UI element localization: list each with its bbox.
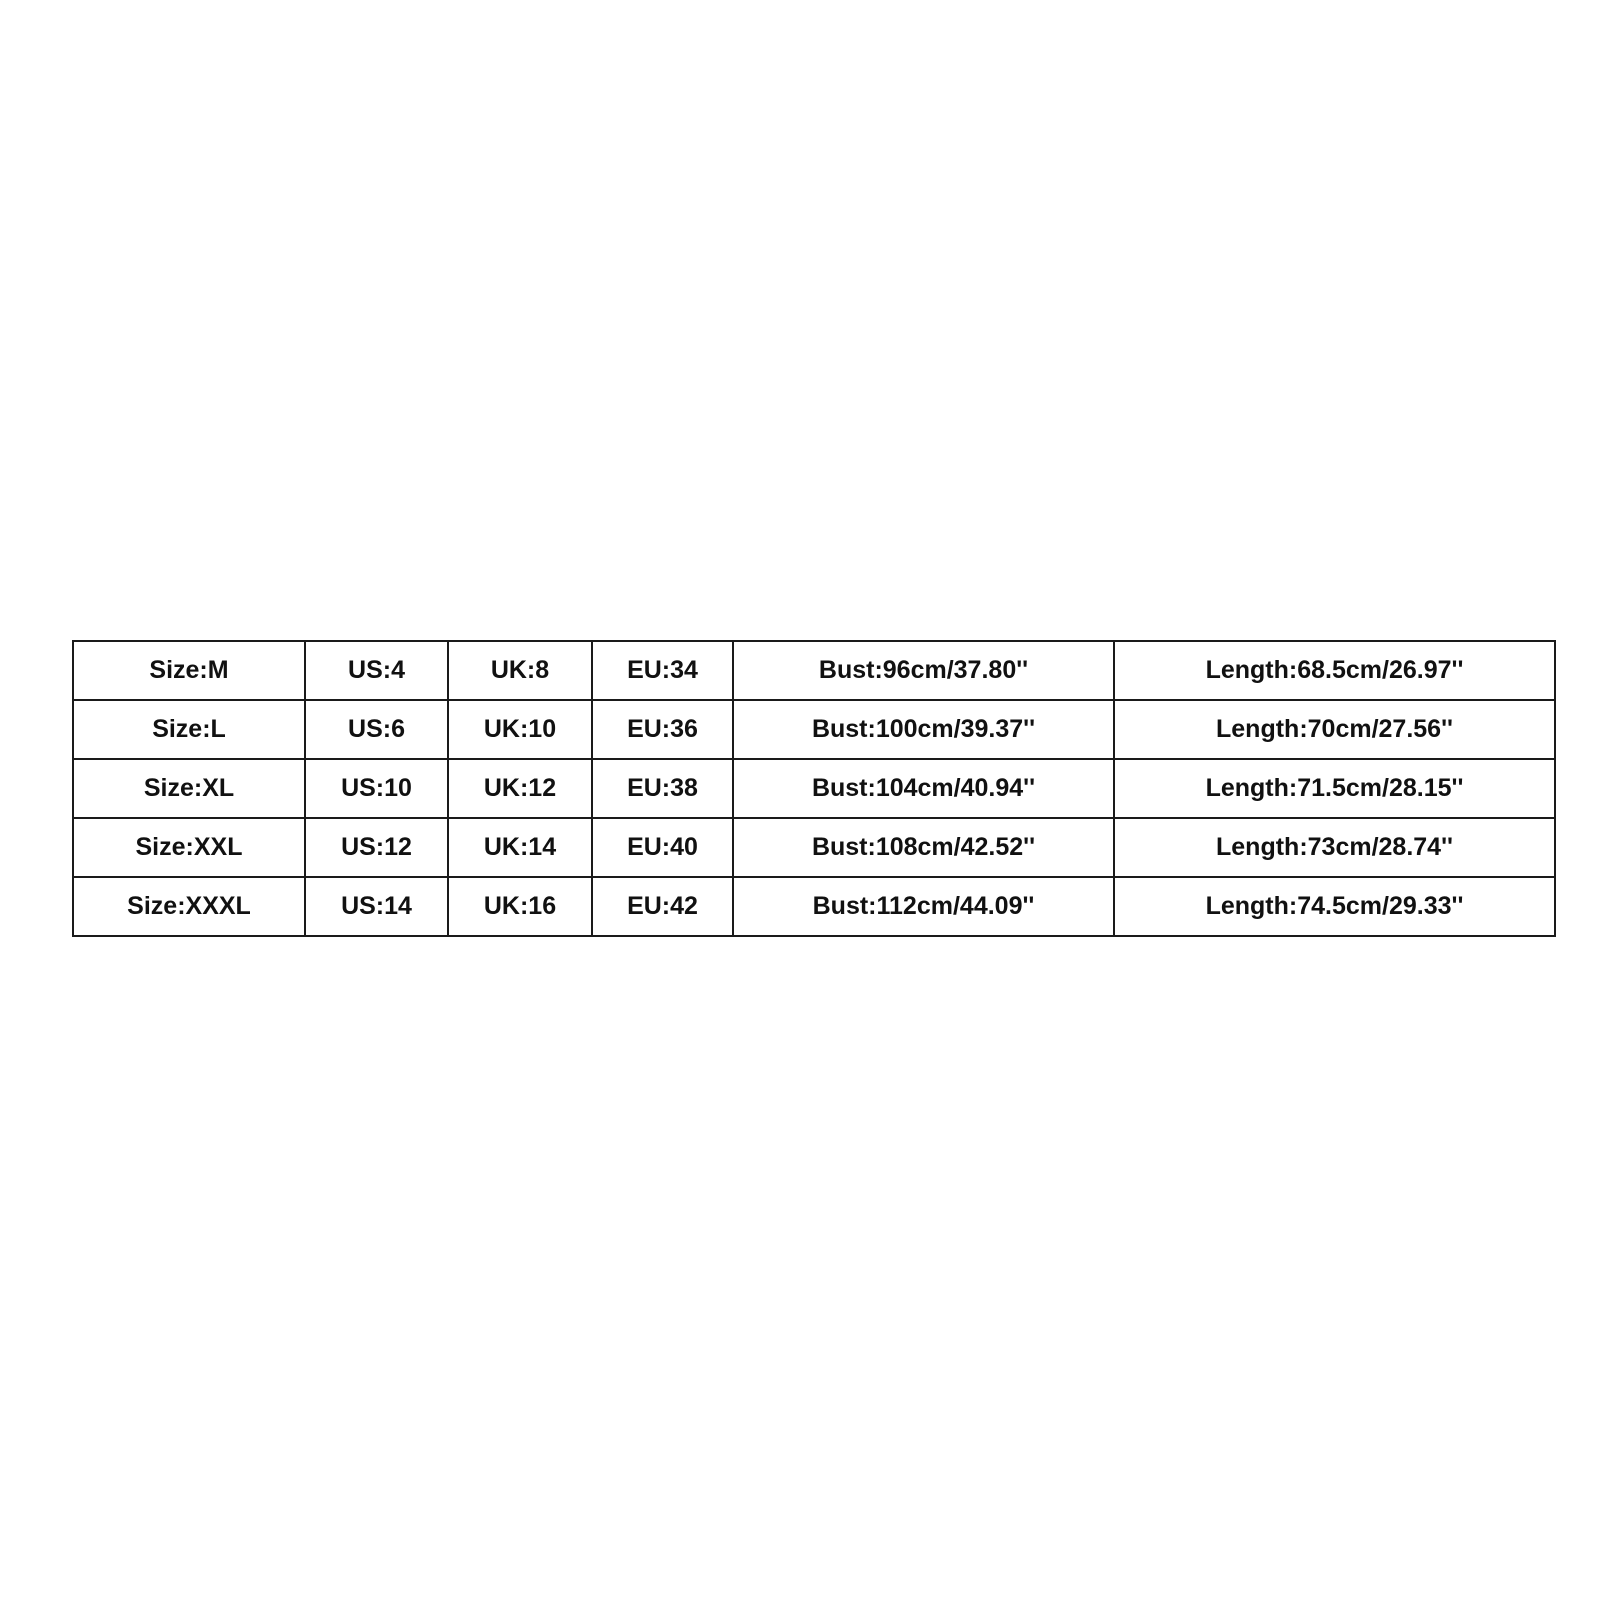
uk-size-cell: UK:14 (448, 818, 592, 877)
eu-size-cell: EU:40 (592, 818, 733, 877)
size-cell: Size:L (73, 700, 305, 759)
length-cell: Length:74.5cm/29.33'' (1114, 877, 1555, 936)
bust-cell: Bust:100cm/39.37'' (733, 700, 1114, 759)
uk-size-cell: UK:8 (448, 641, 592, 700)
eu-size-cell: EU:38 (592, 759, 733, 818)
table-row (73, 700, 1555, 759)
table-row (73, 818, 1555, 877)
bust-cell: Bust:104cm/40.94'' (733, 759, 1114, 818)
bust-cell: Bust:108cm/42.52'' (733, 818, 1114, 877)
length-cell: Length:73cm/28.74'' (1114, 818, 1555, 877)
us-size-cell: US:6 (305, 700, 448, 759)
bust-cell: Bust:96cm/37.80'' (733, 641, 1114, 700)
uk-size-cell: UK:12 (448, 759, 592, 818)
table-row (73, 759, 1555, 818)
size-cell: Size:XXL (73, 818, 305, 877)
uk-size-cell: UK:10 (448, 700, 592, 759)
table-row (73, 877, 1555, 936)
us-size-cell: US:4 (305, 641, 448, 700)
us-size-cell: US:14 (305, 877, 448, 936)
length-cell: Length:70cm/27.56'' (1114, 700, 1555, 759)
size-cell: Size:M (73, 641, 305, 700)
eu-size-cell: EU:34 (592, 641, 733, 700)
size-cell: Size:XL (73, 759, 305, 818)
us-size-cell: US:12 (305, 818, 448, 877)
eu-size-cell: EU:42 (592, 877, 733, 936)
length-cell: Length:68.5cm/26.97'' (1114, 641, 1555, 700)
uk-size-cell: UK:16 (448, 877, 592, 936)
size-chart-table (72, 640, 1556, 937)
table-row (73, 641, 1555, 700)
eu-size-cell: EU:36 (592, 700, 733, 759)
size-cell: Size:XXXL (73, 877, 305, 936)
us-size-cell: US:10 (305, 759, 448, 818)
bust-cell: Bust:112cm/44.09'' (733, 877, 1114, 936)
length-cell: Length:71.5cm/28.15'' (1114, 759, 1555, 818)
